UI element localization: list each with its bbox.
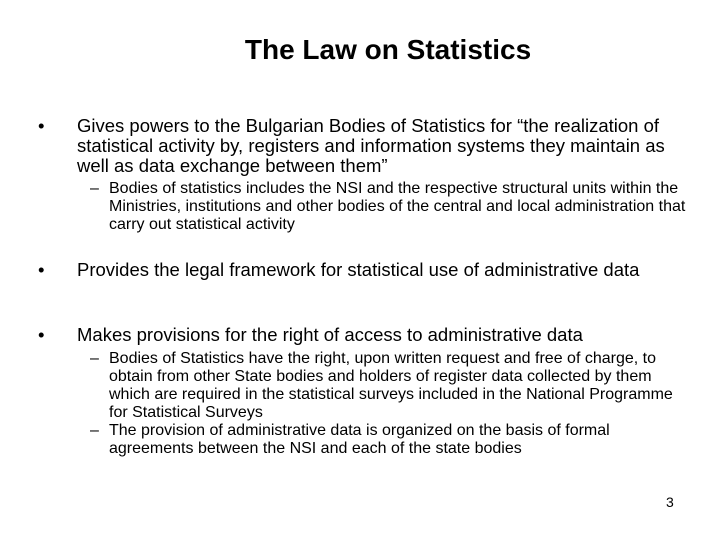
sub-bullet-marker: – bbox=[90, 350, 99, 367]
sub-bullet-text: The provision of administrative data is organized on the basis of formal agreements between the NSI and each of the state bodies bbox=[109, 422, 610, 457]
sub-bullet-item bbox=[90, 422, 690, 458]
bullet-marker: • bbox=[38, 324, 45, 345]
bullet-item bbox=[38, 325, 688, 345]
bullet-item bbox=[38, 260, 688, 280]
sub-bullet-item bbox=[90, 350, 690, 422]
bullet-item bbox=[38, 116, 688, 176]
bullet-text: Provides the legal framework for statistical use of administrative data bbox=[77, 259, 640, 280]
sub-bullet-marker: – bbox=[90, 180, 99, 197]
sub-bullet-item bbox=[90, 180, 690, 234]
bullet-text: Makes provisions for the right of access to administrative data bbox=[77, 324, 583, 345]
page-number: 3 bbox=[666, 494, 674, 510]
sub-bullet-marker: – bbox=[90, 422, 99, 439]
sub-bullet-text: Bodies of Statistics have the right, upon written request and free of charge, to obtain from other State bodies and holders of register data collected by them which are required in the statistical surveys included in the National Programme for Statistical Surveys bbox=[109, 350, 673, 421]
sub-bullet-text: Bodies of statistics includes the NSI and the respective structural units within the Ministries, institutions and other bodies of the central and local administration that carry out statistical activity bbox=[109, 180, 686, 233]
bullet-marker: • bbox=[38, 115, 45, 136]
bullet-marker: • bbox=[38, 259, 45, 280]
slide-title: The Law on Statistics bbox=[244, 34, 532, 65]
bullet-text: Gives powers to the Bulgarian Bodies of Statistics for “the realization of statistical activity by, registers and information systems they maintain as well as data exchange between them” bbox=[77, 115, 665, 176]
